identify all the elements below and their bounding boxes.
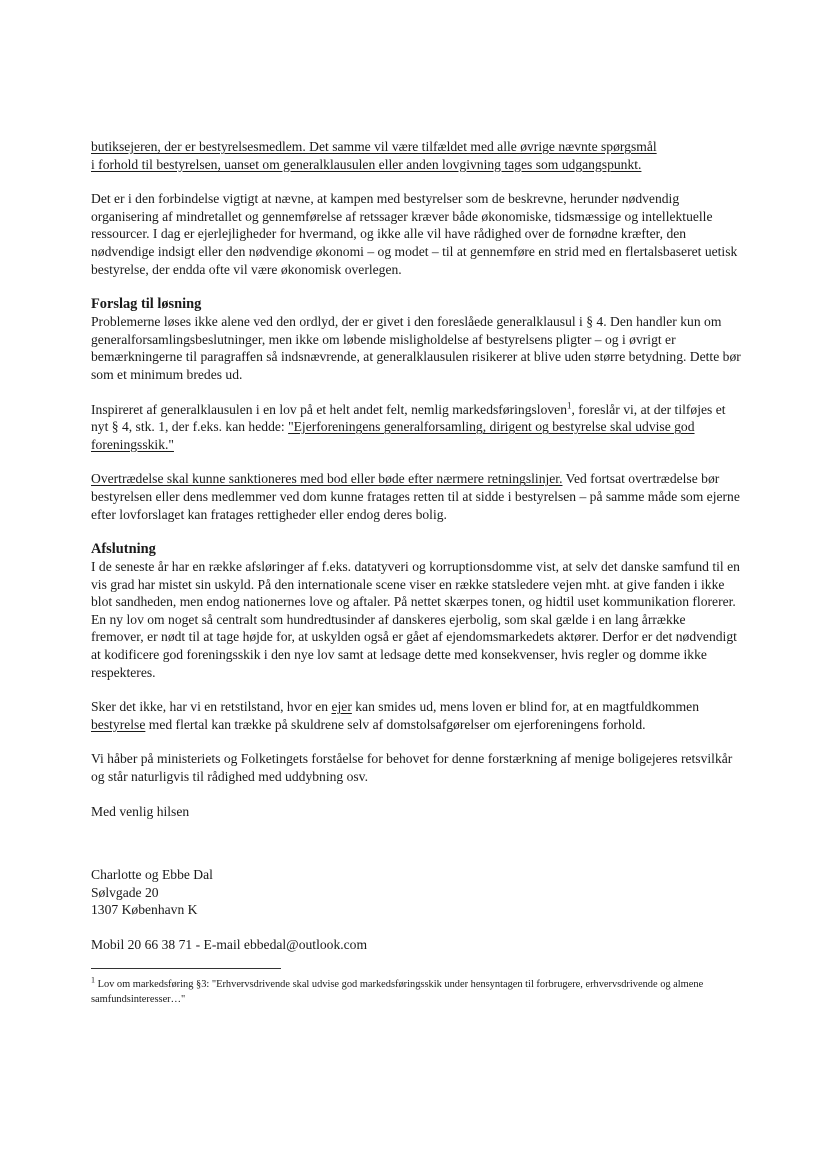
- carryover-line-2: i forhold til bestyrelsen, uanset om generalklausulen eller anden lovgivning tages som udgangspunkt.: [91, 156, 642, 172]
- legal-state-a: Sker det ikke, har vi en retstilstand, hvor en: [91, 699, 332, 715]
- footnote: [91, 977, 741, 1007]
- sender-city: 1307 København K: [91, 902, 198, 918]
- proposal-paragraph: Problemerne løses ikke alene ved den ordlyd, der er givet i den foreslåede generalklausul i § 4. Den handler kun om generalforsamlingsbeslutninger, men ikke om løbende misligholdelse af bestyrelsens pligter – og i øvrigt er bemærkningerne til paragraffen så indsnævrende, at generalklausulen risikerer at blive uden større betydning. Dette bør som et minimum bredes ud.: [91, 314, 741, 382]
- proposed-clause-quote: "Ejerforeningens generalforsamling, dirigent og bestyrelse skal udvise god foreningsskik.": [91, 419, 695, 452]
- footnote-text: Lov om markedsføring §3: "Erhvervsdrivende skal udvise god markedsføringsskik under hensyntagen til forbrugere, erhvervsdrivende og almene samfundsinteresser…": [91, 978, 704, 1005]
- conclusion-paragraph: I de seneste år har en række afsløringer af f.eks. datatyveri og korruptionsdomme vist, at selv det danske samfund til en vis grad har mistet sin uskyld. På den internationale scene viser en række statsledere vejen mht. at give fanden i ikke blot sandheden, men endog nationernes love og aftaler. På nettet skærpes tonen, og hidtil uset kommunikation florerer. En ny lov om noget så centralt som hundredtusinder af danskeres ejerbolig, som skal gælde i en lang årrække fremover, er nødt til at tage højde for, at uskylden også er gået af ejendomsmarkedets aktører. Derfor er det nødvendigt at kodificere god foreningsskik i den nye lov samt at ledsage dette med konsekvenser, hvis regler og domme ikke respekteres.: [91, 559, 740, 680]
- sanction-paragraph: [91, 470, 741, 523]
- legal-state-b: kan smides ud, mens loven er blind for, at en magtfuldkommen: [351, 699, 700, 715]
- footnote-ref: 1: [567, 400, 572, 410]
- footnote-divider: [91, 968, 281, 969]
- closing: Med venlig hilsen: [91, 803, 190, 819]
- inspiration-paragraph: [91, 401, 741, 454]
- carryover-paragraph: [91, 138, 741, 173]
- inspiration-text-pre: Inspireret af generalklausulen i en lov på et helt andet felt, nemlig markedsføringsloven: [91, 401, 567, 417]
- sender-street: Sølvgade 20: [91, 884, 159, 900]
- legal-state-c: med flertal kan trække på skuldrene selv af domstolsafgørelser om ejerforeningens forhold.: [145, 716, 646, 732]
- sanction-underlined: Overtrædelse skal kunne sanktioneres med bod eller bøde efter nærmere retningslinjer.: [91, 471, 563, 487]
- board-underlined: bestyrelse: [91, 716, 146, 732]
- inspiration-text-mid: , foreslår vi, at der tilføjes et nyt § 4, stk. 1, der f.eks. kan hedde:: [91, 401, 726, 435]
- hope-paragraph: Vi håber på ministeriets og Folketingets forståelse for behovet for denne forstærkning af menige boligejeres retsvilkår og står naturligvis til rådighed med uddybning osv.: [91, 751, 733, 785]
- resources-paragraph: Det er i den forbindelse vigtigt at nævne, at kampen med bestyrelser som de beskrevne, herunder nødvendig organisering af mindretallet og gennemførelse af retssager kræver både økonomiske, tidsmæssige og intellektuelle ressourcer. I dag er ejerlejligheder for hvermand, og ikke alle vil have rådighed over de fornødne kræfter, den nødvendige indsigt eller den nødvendige økonomi – og modet – til at gennemføre en strid med en flertalsbaseret uetisk bestyrelse, der endda ofte vil være økonomisk overlegen.: [91, 191, 738, 277]
- sender-name: Charlotte og Ebbe Dal: [91, 867, 213, 883]
- legal-state-paragraph: [91, 698, 741, 733]
- owner-underlined: ejer: [331, 699, 352, 715]
- footnote-number: 1: [91, 975, 95, 985]
- heading-conclusion: Afslutning: [91, 541, 156, 558]
- heading-proposal: Forslag til løsning: [91, 296, 202, 313]
- carryover-line-1: butiksejeren, der er bestyrelsesmedlem. Det samme vil være tilfældet med alle øvrige nævnte spørgsmål: [91, 139, 657, 154]
- contact-line: Mobil 20 66 38 71 - E-mail ebbedal@outlook.com: [91, 937, 368, 952]
- sanction-rest: Ved fortsat overtrædelse bør bestyrelsen eller dens medlemmer ved dom kunne fratages retten til at sidde i bestyrelsen – på samme måde som ejerne efter lovforslaget kan fratages rettigheder eller endog deres bolig.: [91, 471, 740, 522]
- signature-block: [91, 866, 741, 919]
- letter-page: [91, 138, 741, 1007]
